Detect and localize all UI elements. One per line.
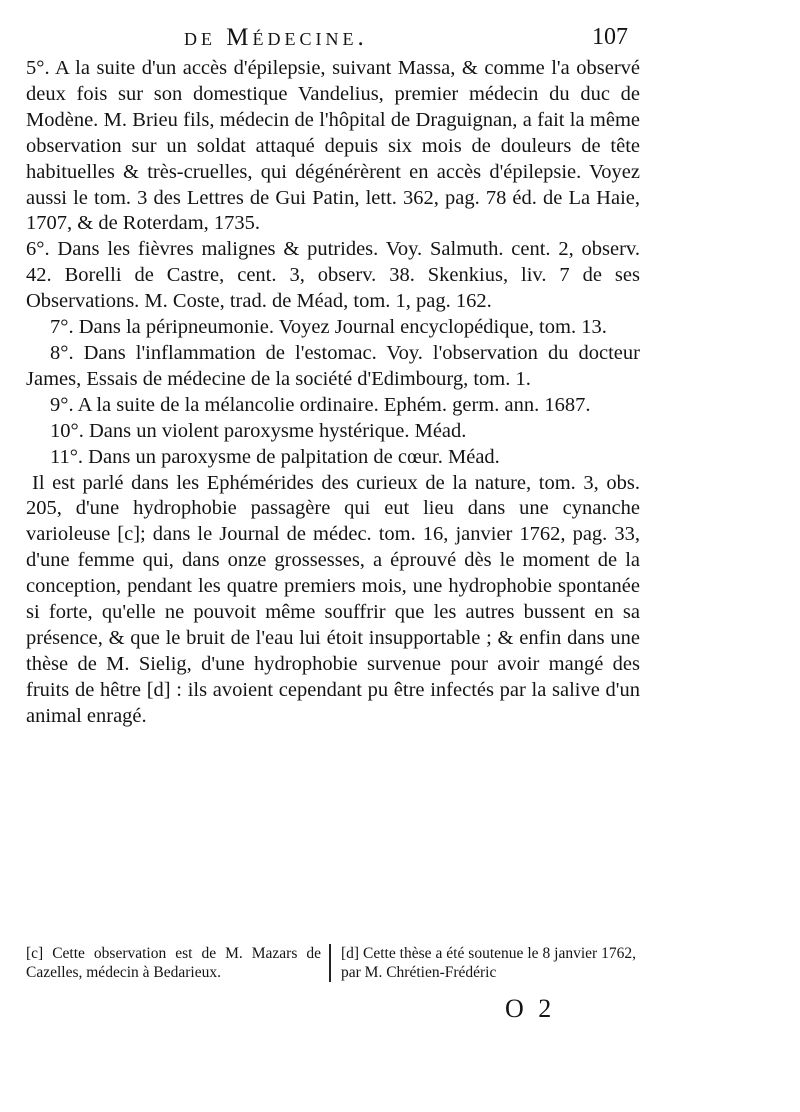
paragraph-entry-6: 6°. Dans les fièvres malignes & putrides. Voy. Salmuth. cent. 2, observ. 42. Borelli de Castre, cent. 3, observ. 38. Skenkius, liv. 7 de ses Observations. M. Coste, trad. de Méad, tom. 1, pag. 162. [26,238,640,313]
paragraph-entry-11: 11°. Dans un paroxysme de palpitation de cœur. Méad. [50,445,500,468]
paragraph-entry-8: 8°. Dans l'inflammation de l'estomac. Voy. l'observation du docteur James, Essais de médecine de la société d'Edimbourg, tom. 1. [26,341,640,390]
paragraph-entry-9: 9°. A la suite de la mélancolie ordinaire. Ephém. germ. ann. 1687. [50,393,591,416]
body-text [26,56,640,730]
page-header [0,18,800,54]
paragraph-entry-5: 5°. A la suite d'un accès d'épilepsie, suivant Massa, & comme l'a observé deux fois sur son domestique Vandelius, premier médecin du duc de Modène. M. Brieu fils, médecin de l'hôpital de Draguignan, a fait la même observation sur un soldat attaqué depuis six mois de douleurs de tête habituelles & très-cruelles, qui dégénérèrent en accès d'épilepsie. Voyez aussi le tom. 3 des Lettres de Gui Patin, lett. 362, pag. 78 éd. de La Haie, 1707, & de Roterdam, 1735. [26,57,640,235]
paragraph-entry-7: 7°. Dans la péripneumonie. Voyez Journal encyclopédique, tom. 13. [50,316,607,339]
page-number: 107 [592,24,628,50]
footnotes [26,944,640,982]
signature-mark: O 2 [505,994,556,1023]
footnote-d: [d] Cette thèse a été soutenue le 8 janvier 1762, par M. Chrétien-Frédéric [329,944,636,982]
paragraph-hydrophobie: Il est parlé dans les Ephémérides des curieux de la nature, tom. 3, obs. 205, d'une hydrophobie passagère qui eut lieu dans une cynanche varioleuse [c]; dans le Journal de médec. tom. 16, janvier 1762, pag. 33, d'une femme qui, dans onze grossesses, a éprouvé dès le moment de la conception, pendant les quatre premiers mois, une hydrophobie spontanée si forte, qu'elle ne pouvoit même souffrir que les autres bussent en sa présence, & que le bruit de l'eau lui étoit insupportable ; & enfin dans une thèse de M. Sielig, d'une hydrophobie survenue pour avoir mangé des fruits de hêtre [d] : ils avoient cependant pu être infectés par la salive d'un animal enragé. [26,471,640,727]
running-title: de Médecine. [184,24,368,51]
paragraph-entry-10: 10°. Dans un violent paroxysme hystérique. Méad. [50,419,467,442]
footnote-c: [c] Cette observation est de M. Mazars de Cazelles, médecin à Bedarieux. [26,945,321,981]
